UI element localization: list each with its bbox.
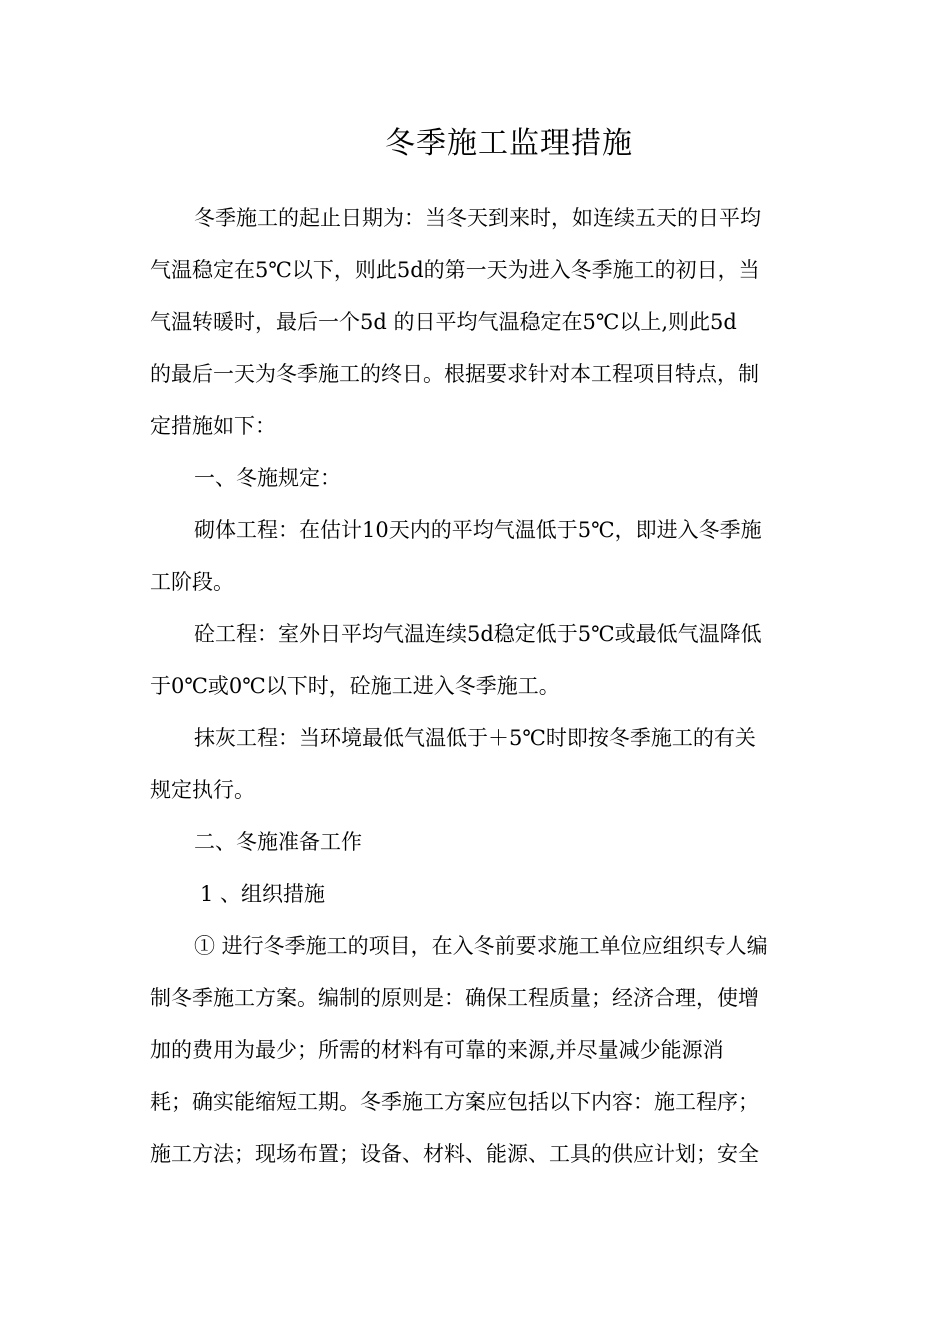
- paragraph-line: 制冬季施工方案。编制的原则是：确保工程质量；经济合理，使增: [150, 986, 759, 1010]
- document-title: 冬季施工监理措施: [385, 126, 633, 161]
- section-heading: 二、冬施准备工作: [194, 830, 362, 854]
- paragraph-line: 定措施如下：: [150, 414, 276, 438]
- paragraph-line: 砼工程：室外日平均气温连续5d稳定低于5℃或最低气温降低: [194, 622, 762, 646]
- paragraph-line: 施工方法；现场布置；设备、材料、能源、工具的供应计划；安全: [150, 1142, 759, 1166]
- paragraph-line: 耗；确实能缩短工期。冬季施工方案应包括以下内容：施工程序；: [150, 1090, 759, 1114]
- paragraph-line: 砌体工程：在估计10天内的平均气温低于5℃，即进入冬季施: [194, 518, 762, 542]
- section-heading: 一、冬施规定：: [194, 466, 341, 490]
- paragraph-line: 的最后一天为冬季施工的终日。根据要求针对本工程项目特点，制: [150, 362, 759, 386]
- document-body: [150, 192, 805, 1180]
- paragraph-line: 加的费用为最少；所需的材料有可靠的来源,并尽量减少能源消: [150, 1038, 724, 1062]
- paragraph-line: 抹灰工程：当环境最低气温低于＋5℃时即按冬季施工的有关: [194, 726, 756, 750]
- paragraph-line: ① 进行冬季施工的项目，在入冬前要求施工单位应组织专人编: [194, 934, 768, 958]
- paragraph-line: 冬季施工的起止日期为：当冬天到来时，如连续五天的日平均: [194, 206, 761, 230]
- paragraph-line: 气温转暖时，最后一个5d 的日平均气温稳定在5℃以上,则此5d: [150, 310, 737, 334]
- paragraph-line: 工阶段。: [150, 570, 234, 594]
- paragraph-line: 气温稳定在5℃以下，则此5d的第一天为进入冬季施工的初日，当: [150, 258, 760, 282]
- subsection-heading: 1 、组织措施: [200, 882, 326, 906]
- paragraph-line: 规定执行。: [150, 778, 255, 802]
- paragraph-line: 于0℃或0℃以下时，砼施工进入冬季施工。: [150, 674, 560, 698]
